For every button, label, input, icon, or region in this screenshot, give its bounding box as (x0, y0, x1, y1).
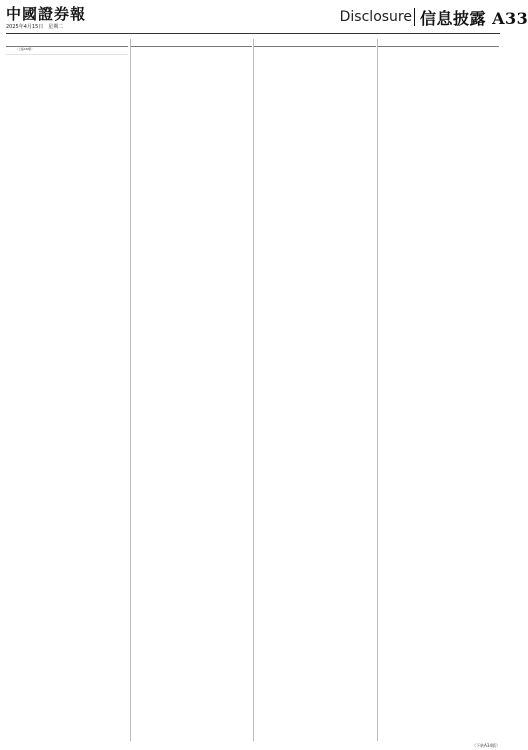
cell-name: （上接A32版） (15, 48, 34, 51)
table-header-row (378, 39, 500, 47)
header-code (254, 39, 263, 46)
header-date (342, 39, 359, 46)
header-name (15, 39, 49, 46)
header-name (387, 39, 421, 46)
header-custodian (298, 39, 343, 46)
header-name (140, 39, 174, 46)
listing-table (378, 39, 500, 47)
table-header-row (254, 39, 376, 47)
header-custodian (421, 39, 466, 46)
section-title-cn: 信息披露 A33 (420, 9, 528, 28)
section-title-en: Disclosure (339, 9, 412, 25)
cell-custodian (50, 47, 95, 54)
header-nav (483, 39, 491, 46)
table-row (6, 47, 128, 55)
fund-nav-listing (6, 39, 500, 741)
header-custodian (174, 39, 219, 46)
listing-column-2 (131, 39, 253, 741)
header-cum-nav (119, 39, 127, 46)
header-nav (111, 39, 119, 46)
header-custodian (50, 39, 95, 46)
listing-table (254, 39, 376, 47)
listing-table (6, 39, 128, 55)
header-date (466, 39, 483, 46)
issue-dateline: 2025年4月15日 星期二 (6, 24, 64, 30)
header-nav (236, 39, 244, 46)
column-rule (130, 39, 131, 741)
cell-cum-nav (119, 47, 127, 54)
column-rule (377, 39, 378, 741)
header-code (6, 39, 15, 46)
header-cum-nav (244, 39, 252, 46)
header-nav (359, 39, 367, 46)
listing-table (131, 39, 253, 47)
masthead (0, 0, 528, 36)
column-rule (253, 39, 254, 741)
listing-column-1 (6, 39, 128, 741)
header-date (219, 39, 236, 46)
title-divider (414, 8, 415, 26)
cell-nav (111, 47, 119, 54)
header-name (263, 39, 297, 46)
header-rule (6, 33, 500, 34)
table-header-row (6, 39, 128, 47)
header-cum-nav (367, 39, 375, 46)
header-cum-nav (491, 39, 499, 46)
listing-column-4 (378, 39, 500, 741)
header-date (94, 39, 111, 46)
header-code (131, 39, 140, 46)
table-header-row (131, 39, 253, 47)
cell-code (6, 47, 15, 54)
newspaper-logo: 中國證券報 (6, 5, 87, 23)
cell-date (94, 47, 111, 54)
continued-note: （下转A34版） (472, 743, 500, 748)
listing-column-3 (254, 39, 376, 741)
header-code (378, 39, 387, 46)
